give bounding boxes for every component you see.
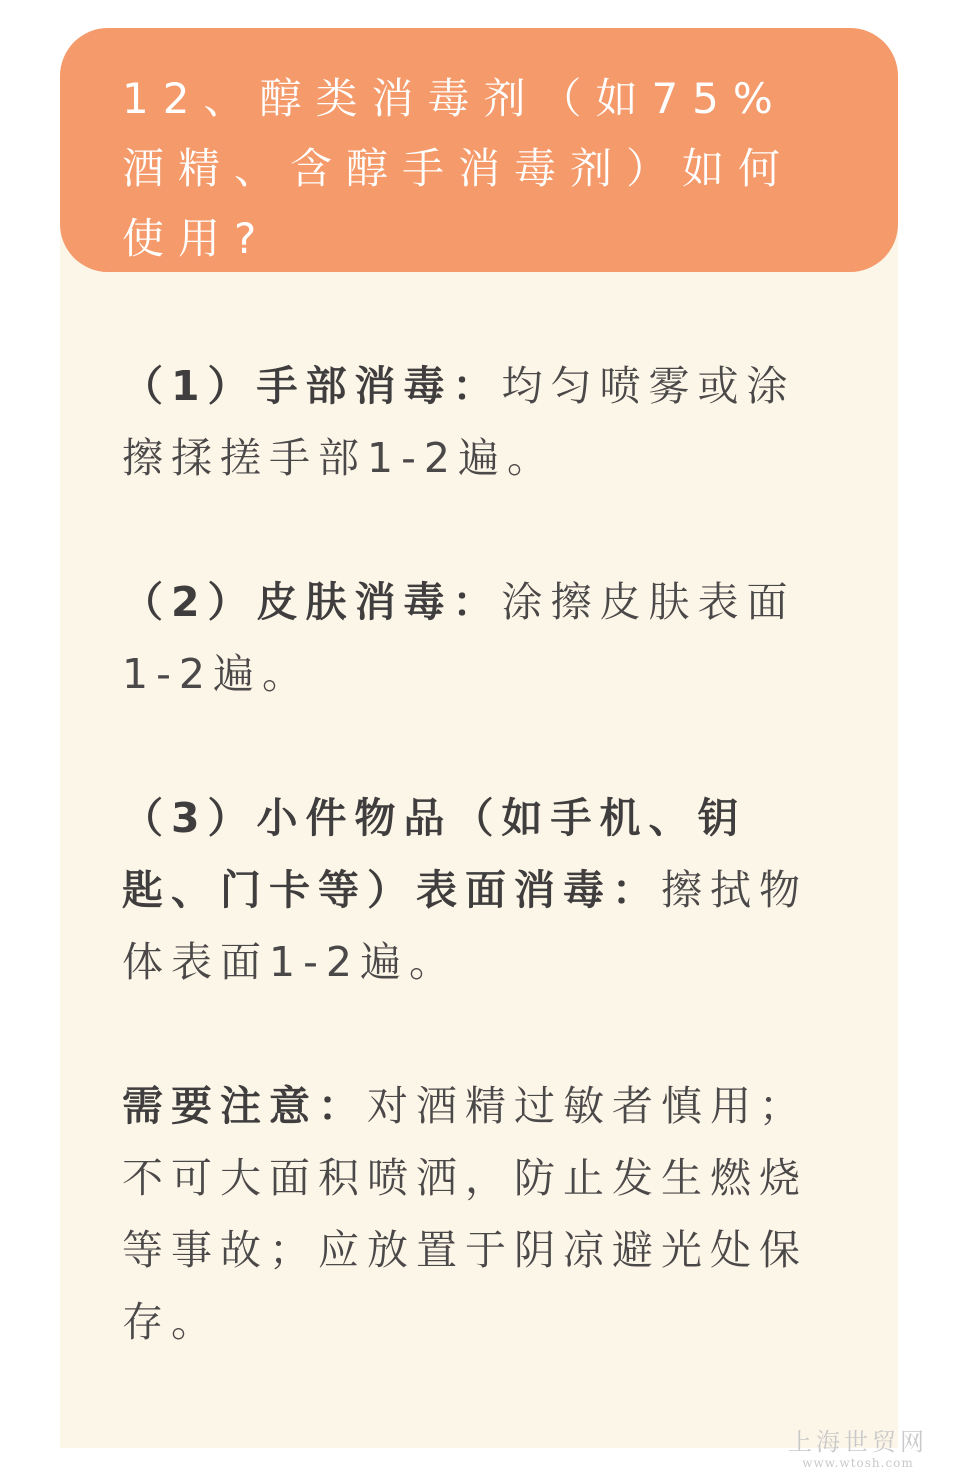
question-header	[60, 28, 898, 272]
answer-item-text: 涂擦皮肤表面1-2遍。	[122, 578, 796, 698]
question-title: 12、醇类消毒剂（如75% 酒精、含醇手消毒剂）如何使用?	[122, 74, 795, 263]
answer-item-text: 均匀喷雾或涂擦揉搓手部1-2遍。	[122, 362, 796, 482]
answer-item-hands	[122, 350, 838, 494]
answer-item-lead: 需要注意：	[122, 1082, 367, 1130]
site-watermark	[788, 1428, 928, 1470]
answer-item-skin	[122, 566, 838, 710]
answer-item-lead: （1）手部消毒：	[122, 362, 502, 410]
answer-item-text: 对酒精过敏者慎用；不可大面积喷洒，防止发生燃烧等事故；应放置于阴凉避光处保存。	[122, 1082, 808, 1346]
answer-item-text: 擦拭物体表面1-2遍。	[122, 866, 808, 986]
answer-item-caution	[122, 1070, 838, 1358]
answer-body	[122, 350, 838, 1358]
answer-item-lead: （2）皮肤消毒：	[122, 578, 502, 626]
answer-item-lead: （3）小件物品（如手机、钥匙、门卡等）表面消毒：	[122, 794, 747, 914]
watermark-url: www.wtosh.com	[802, 1456, 914, 1470]
watermark-name: 上海世贸网	[788, 1428, 928, 1456]
answer-item-objects	[122, 782, 838, 998]
